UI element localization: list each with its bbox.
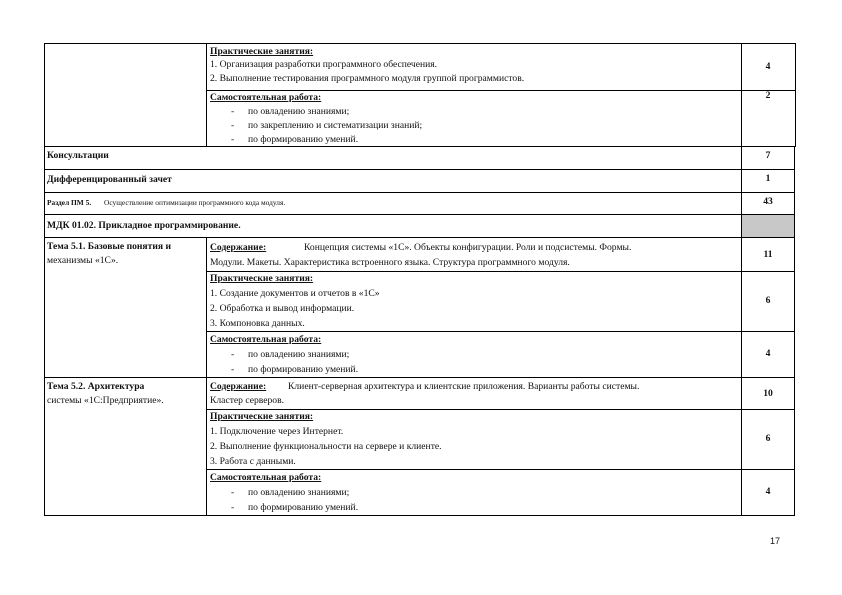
hours-value: 1 — [765, 173, 771, 184]
row-label-consultations: Консультации — [47, 150, 109, 161]
table-border-bottom — [44, 515, 794, 516]
hours-value: 11 — [763, 249, 773, 260]
practical-heading: Практические занятия: — [210, 273, 314, 284]
content-label: Содержание: — [210, 381, 267, 392]
list-item: 2. Выполнение тестирования программного модуля группой программистов. — [210, 73, 525, 84]
column-divider — [206, 43, 207, 147]
list-item: по формированию умений. — [248, 502, 359, 513]
bullet: - — [231, 120, 235, 131]
row-divider — [206, 331, 794, 332]
content-text: Клиент-серверная архитектура и клиентские приложения. Варианты работы системы. — [288, 381, 640, 392]
table-border-right — [795, 43, 796, 147]
topic-title: Тема 5.1. Базовые понятия и — [47, 241, 171, 252]
column-divider — [741, 237, 742, 516]
shaded-cell — [742, 215, 794, 237]
content-label: Содержание: — [210, 242, 267, 253]
list-item: 2. Выполнение функциональности на сервере и клиенте. — [210, 441, 442, 452]
hours-value: 7 — [765, 150, 771, 161]
row-divider — [44, 192, 794, 193]
hours-value: 43 — [763, 196, 773, 207]
table-border-left — [44, 43, 45, 516]
row-label-diff-credit: Дифференцированный зачет — [47, 174, 172, 185]
list-item: 1. Подключение через Интернет. — [210, 426, 344, 437]
row-divider — [44, 146, 794, 147]
list-item: 2. Обработка и вывод информации. — [210, 303, 355, 314]
practical-heading: Практические занятия: — [210, 411, 314, 422]
list-item: 3. Компоновка данных. — [210, 318, 305, 329]
content-text: Концепция системы «1С». Объекты конфигурации. Роли и подсистемы. Формы. — [304, 242, 632, 253]
topic-title: механизмы «1С». — [47, 255, 119, 266]
self-work-heading: Самостоятельная работа: — [210, 472, 322, 483]
hours-value: 4 — [765, 486, 771, 497]
list-item: по овладению знаниями; — [248, 487, 350, 498]
content-text: Кластер серверов. — [210, 395, 285, 406]
list-item: 1. Организация разработки программного обеспечения. — [210, 59, 438, 70]
bullet: - — [231, 349, 235, 360]
row-divider — [206, 469, 794, 470]
row-divider — [44, 377, 794, 378]
row-divider — [44, 169, 794, 170]
table-border-top — [44, 43, 795, 44]
topic-title: системы «1С:Предприятие». — [47, 395, 164, 406]
hours-value: 2 — [765, 90, 771, 101]
hours-value: 10 — [763, 388, 773, 399]
content-text: Модули. Макеты. Характеристика встроенного языка. Структура программного модуля. — [210, 257, 570, 268]
bullet: - — [231, 134, 235, 145]
row-divider — [44, 237, 794, 238]
bullet: - — [231, 364, 235, 375]
section-label: Раздел ПМ 5. — [47, 198, 92, 207]
list-item: по овладению знаниями; — [248, 349, 350, 360]
list-item: по формированию умений. — [248, 134, 359, 145]
mdk-title: МДК 01.02. Прикладное программирование. — [47, 220, 241, 231]
hours-value: 6 — [765, 295, 771, 306]
bullet: - — [231, 106, 235, 117]
topic-title: Тема 5.2. Архитектура — [47, 381, 145, 392]
list-item: по овладению знаниями; — [248, 106, 350, 117]
list-item: по закреплению и систематизации знаний; — [248, 120, 423, 131]
bullet: - — [231, 502, 235, 513]
hours-value: 4 — [765, 348, 771, 359]
list-item: 3. Работа с данными. — [210, 456, 296, 467]
self-work-heading: Самостоятельная работа: — [210, 92, 322, 103]
hours-value: 4 — [765, 61, 771, 72]
column-divider — [206, 237, 207, 516]
page-number: 17 — [770, 536, 781, 546]
section-title: Осуществление оптимизации программного кода модуля. — [104, 198, 286, 207]
list-item: 1. Создание документов и отчетов в «1С» — [210, 288, 380, 299]
practical-heading: Практические занятия: — [210, 46, 314, 57]
hours-value: 6 — [765, 433, 771, 444]
row-divider — [44, 214, 794, 215]
self-work-heading: Самостоятельная работа: — [210, 334, 322, 345]
bullet: - — [231, 487, 235, 498]
list-item: по формированию умений. — [248, 364, 359, 375]
